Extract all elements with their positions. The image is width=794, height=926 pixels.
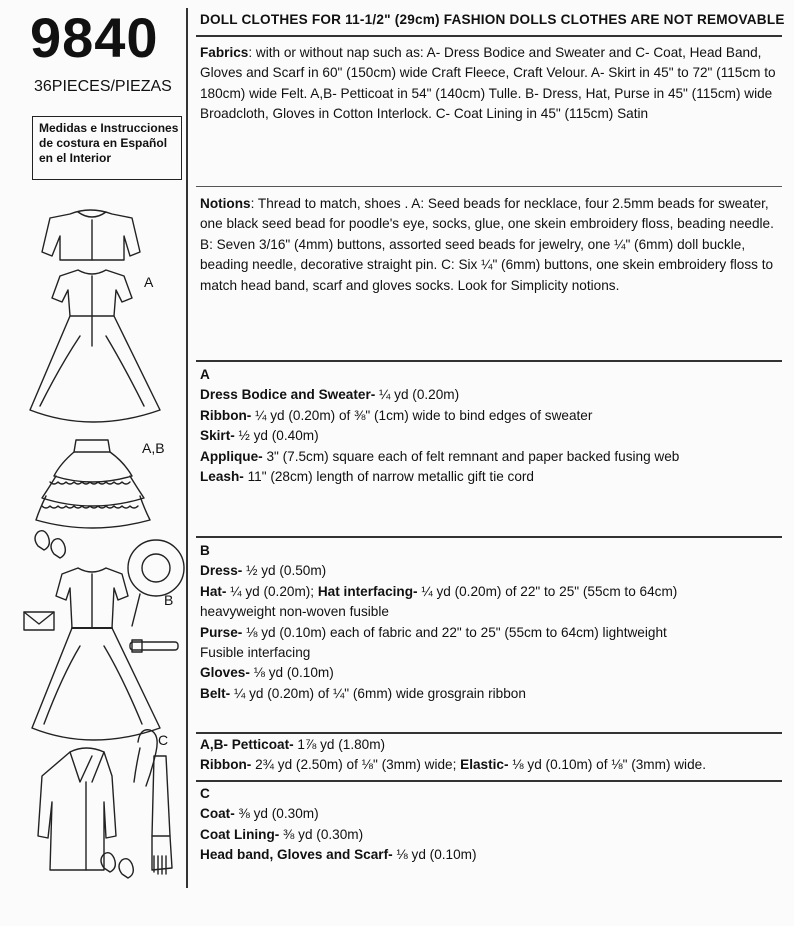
scarf-illustration: [152, 756, 172, 874]
petticoat-illustration: [36, 440, 150, 528]
view-label-c: C: [158, 732, 169, 748]
section-b-rule: [196, 536, 782, 538]
title-rule: [196, 35, 782, 37]
spanish-line: en el Interior: [39, 151, 112, 165]
garment-illustrations: [20, 196, 186, 886]
list-item: Skirt- ½ yd (0.40m): [200, 428, 319, 444]
list-item: Belt- ¼ yd (0.20m) of ¼" (6mm) wide grosgrain ribbon: [200, 685, 526, 701]
list-item: Head band, Gloves and Scarf- ⅛ yd (0.10m): [200, 847, 477, 863]
belt-illustration: [130, 640, 178, 652]
list-item: A,B- Petticoat- 1⅞ yd (1.80m): [200, 737, 386, 752]
view-label-b: B: [164, 592, 174, 608]
list-item: Purse- ⅛ yd (0.10m) each of fabric and 22" to 25" (55cm to 64cm) lightweight: [200, 624, 667, 640]
pattern-number: 9840: [30, 6, 159, 69]
list-item-continued: Fusible interfacing: [200, 645, 311, 661]
list-item-continued: heavyweight non-woven fusible: [200, 604, 389, 620]
list-item: Ribbon- ¼ yd (0.20m) of ⅜" (1cm) wide to bind edges of sweater: [200, 407, 593, 423]
view-label-ab: A,B: [142, 440, 165, 456]
section-ab-rule: [196, 732, 782, 734]
notions-rule: [196, 186, 782, 187]
list-item: Dress- ½ yd (0.50m): [200, 563, 327, 579]
spanish-instructions-box: [32, 116, 182, 180]
list-item: Dress Bodice and Sweater- ¼ yd (0.20m): [200, 387, 460, 403]
hat-illustration: [128, 540, 184, 626]
purse-illustration: [24, 612, 54, 630]
list-item: Leash- 11" (28cm) length of narrow metallic gift tie cord: [200, 469, 534, 485]
dress-a-illustration: [30, 270, 160, 422]
notions-section: [200, 194, 786, 296]
column-divider: [186, 8, 188, 888]
section-b: [200, 541, 786, 704]
sweater-illustration: [42, 210, 140, 260]
section-c: [200, 784, 786, 866]
section-c-rule: [196, 780, 782, 782]
section-a: [200, 365, 786, 487]
section-c-heading: C: [200, 786, 210, 801]
list-item: Ribbon- 2¾ yd (2.50m) of ⅛" (3mm) wide; Elastic- ⅛ yd (0.10m) of ⅛" (3mm) wide.: [200, 757, 706, 773]
list-item: Gloves- ⅛ yd (0.10m): [200, 665, 334, 681]
gloves-b-illustration: [35, 531, 65, 558]
gloves-c-illustration: [101, 853, 133, 878]
list-item: Coat Lining- ⅜ yd (0.30m): [200, 826, 364, 842]
list-item: Hat- ¼ yd (0.20m); Hat interfacing- ¼ yd (0.20m) of 22" to 25" (55cm to 64cm): [200, 583, 678, 599]
section-a-rule: [196, 360, 782, 362]
coat-illustration: [38, 748, 116, 870]
page-title: DOLL CLOTHES FOR 11-1/2" (29cm) FASHION DOLLS CLOTHES ARE NOT REMOVABLE: [200, 12, 785, 27]
notions-label: Notions: [200, 196, 251, 211]
spanish-line: Medidas e Instrucciones: [39, 121, 179, 135]
list-item: Applique- 3" (7.5cm) square each of felt remnant and paper backed fusing web: [200, 448, 680, 464]
section-ab: [200, 735, 786, 776]
fabrics-section: [200, 43, 786, 125]
list-item: Coat- ⅜ yd (0.30m): [200, 806, 319, 822]
fabrics-label: Fabrics: [200, 45, 249, 60]
section-a-heading: A: [200, 367, 210, 382]
spanish-line: de costura en Español: [39, 136, 168, 150]
view-label-a: A: [144, 274, 154, 290]
dress-b-illustration: [32, 568, 160, 740]
pieces-count: 36PIECES/PIEZAS: [34, 78, 172, 95]
section-b-heading: B: [200, 543, 210, 558]
notions-text: : Thread to match, shoes . A: Seed beads for necklace, four 2.5mm beads for sweater, one black seed bead for poodle's eye, socks, glue, one skein embroidery floss, beading needle. B: Seven 3/16" (4mm) buttons, assorted seed beads for jewelry, one ¼" (6mm) doll buckle, beading needle, decorative straight pin. C: Six ¼" (6mm) buttons, one skein embroidery floss to match head band, scarf and gloves socks. Look for Simplicity notions.: [200, 196, 774, 293]
fabrics-text: : with or without nap such as: A- Dress Bodice and Sweater and C- Coat, Head Band, Gloves and Scarf in 60" (150cm) wide Craft Fleece, Craft Velour. A- Skirt in 45" to 72" (115cm to 180cm) wide Felt. A,B- Petticoat in 54" (140cm) Tulle. B- Dress, Hat, Purse in 45" (115cm) wide Broadcloth, Gloves in Cotton Interlock. C- Coat Lining in 45" (115cm) Satin: [200, 45, 776, 122]
